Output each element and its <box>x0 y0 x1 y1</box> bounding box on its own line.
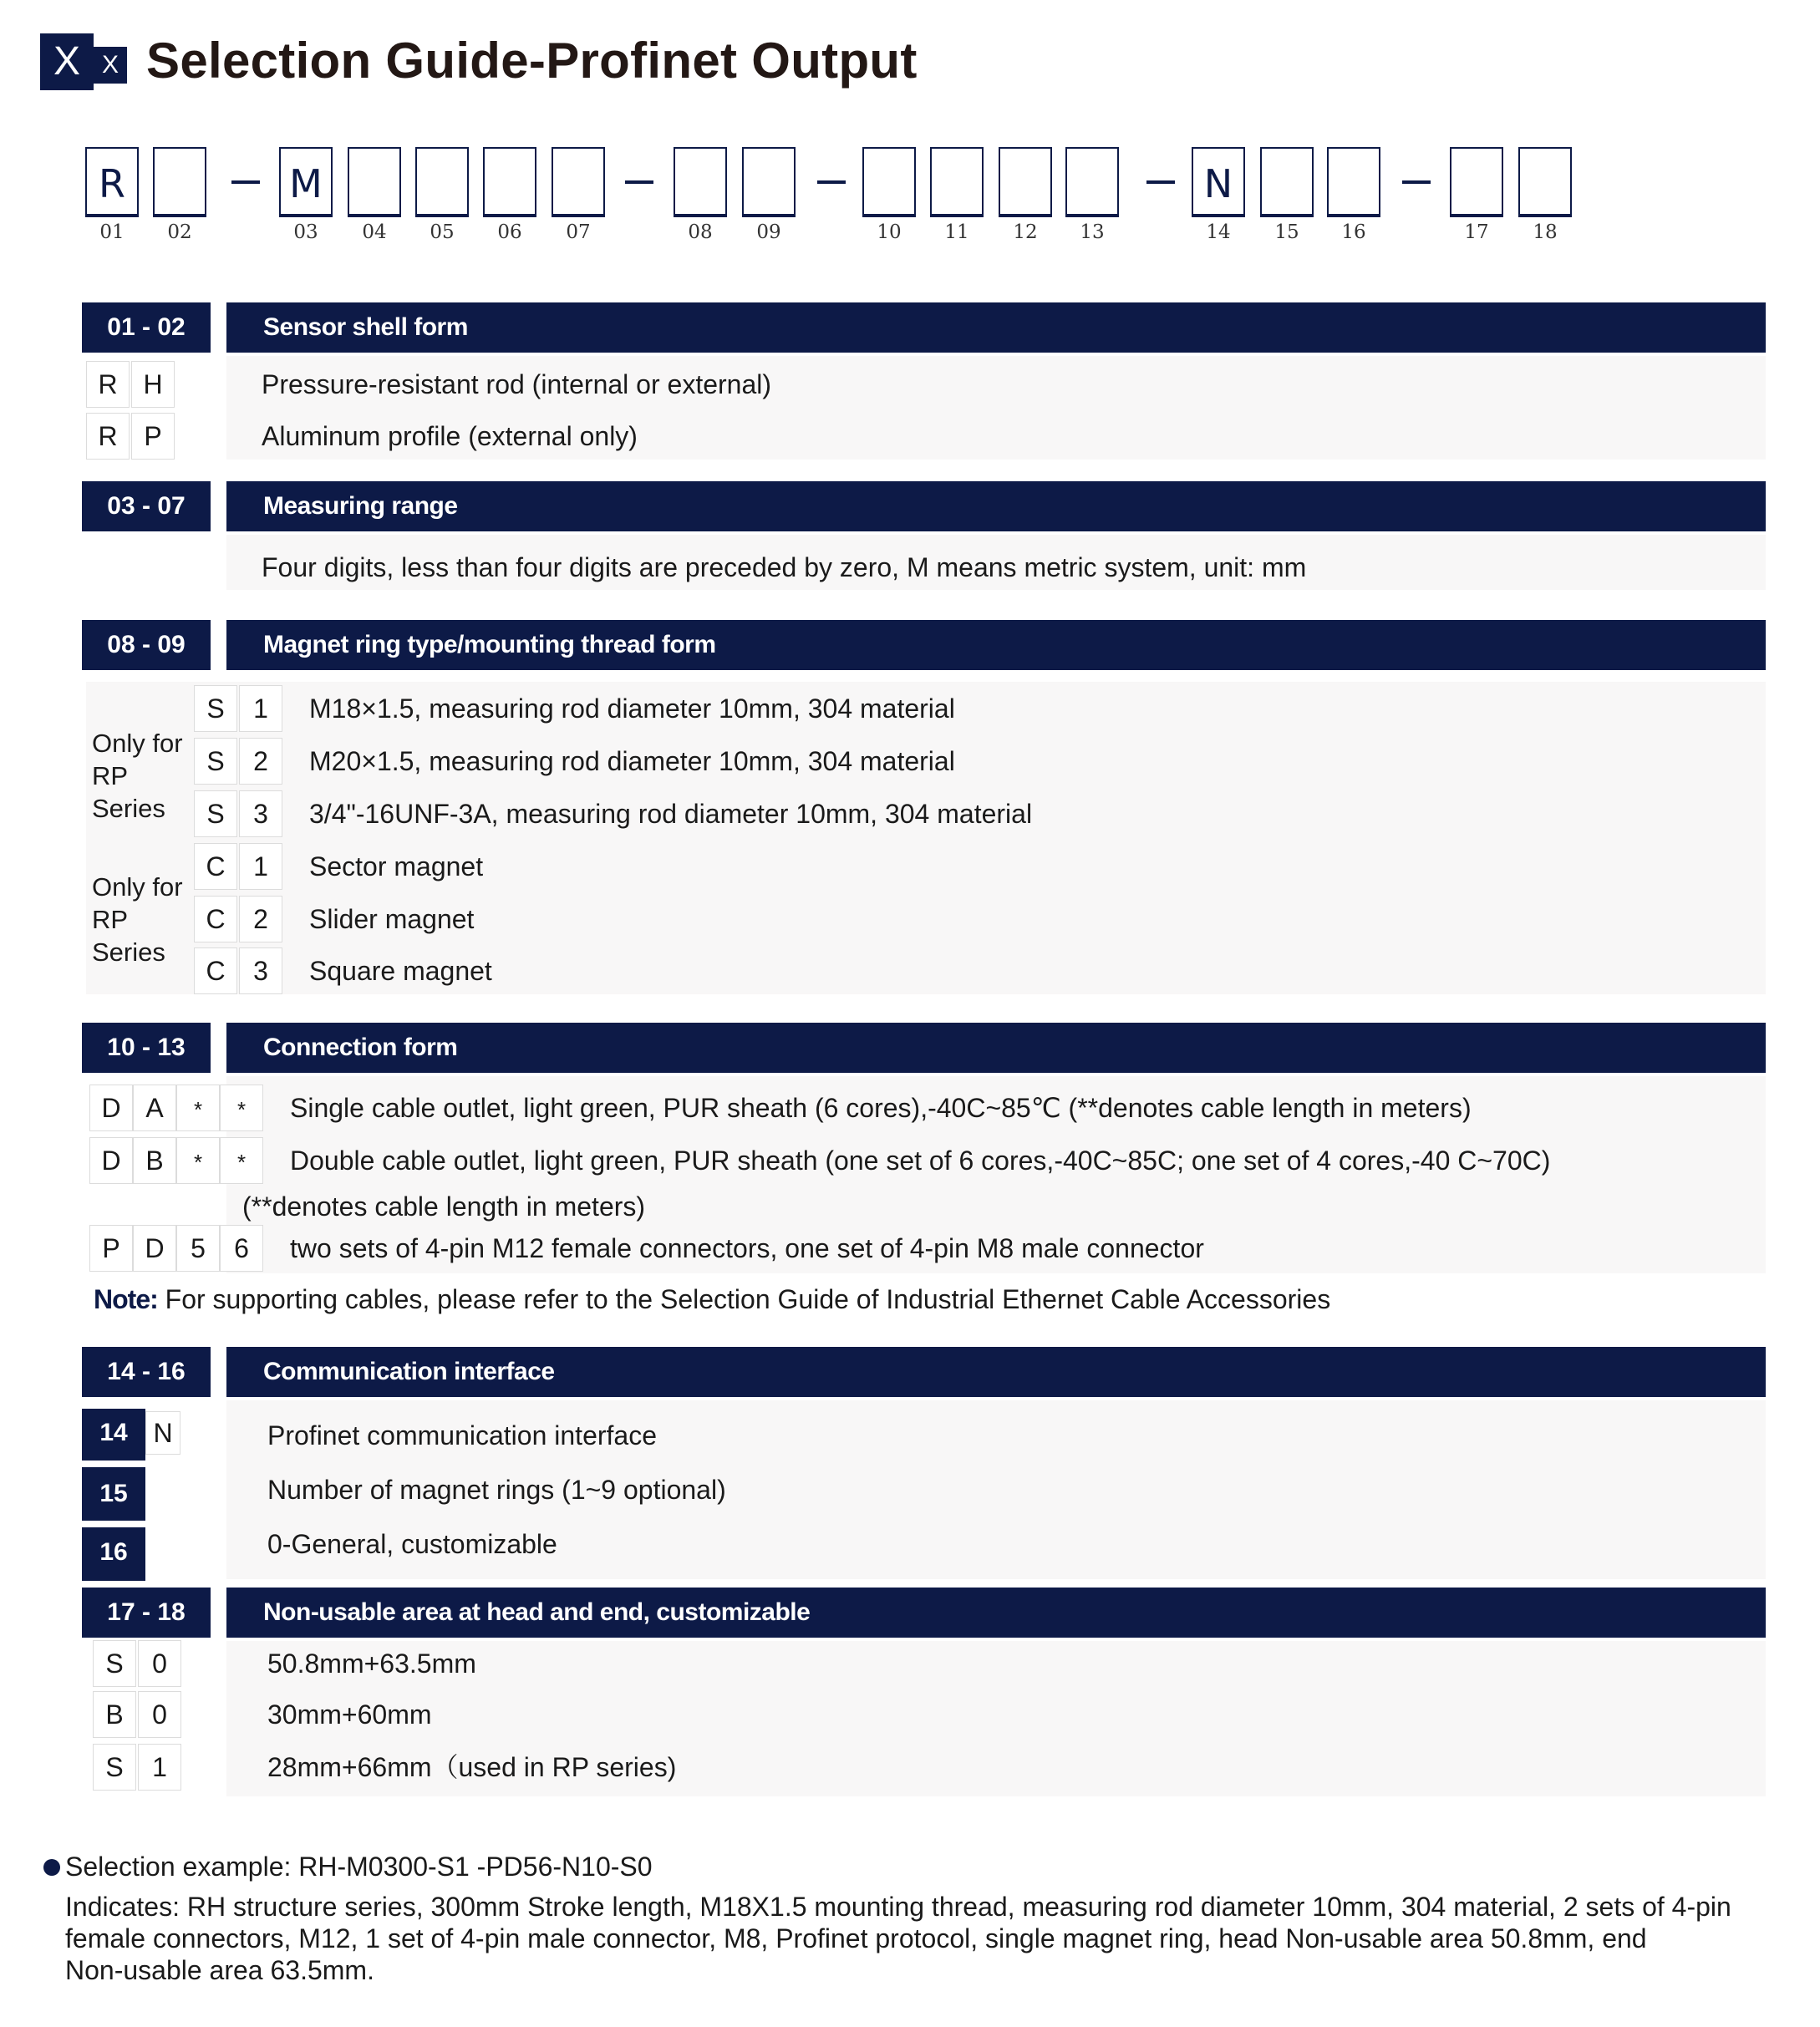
section-title-measuring-range: Measuring range <box>226 481 1766 531</box>
section-title-communication: Communication interface <box>226 1347 1766 1397</box>
code-box-03: M <box>279 147 333 217</box>
code-letter: 0 <box>138 1691 181 1738</box>
code-letter: 3 <box>239 947 282 994</box>
section-code-03-07: 03 - 07 <box>82 481 211 531</box>
code-box-15 <box>1260 147 1314 217</box>
code-box-number: 13 <box>1080 221 1105 243</box>
code-letter: C <box>194 843 237 890</box>
code-letter: A <box>133 1085 176 1131</box>
code-box-number: 14 <box>1206 221 1231 243</box>
example-description-line: female connectors, M12, 1 set of 4-pin male connector, M8, Profinet protocol, single magnet ring, head Non-usable area 50.8mm, end <box>65 1923 1647 1953</box>
code-box-12 <box>999 147 1052 217</box>
section-title-magnet-ring: Magnet ring type/mounting thread form <box>226 620 1766 670</box>
option-description: Four digits, less than four digits are preceded by zero, M means metric system, unit: mm <box>262 552 1307 582</box>
code-letter: C <box>194 896 237 942</box>
option-description: 28mm+66mm（used in RP series) <box>267 1752 677 1782</box>
code-letter: * <box>220 1137 263 1184</box>
code-box-number: 12 <box>1013 221 1038 243</box>
section-title-connection-form: Connection form <box>226 1023 1766 1073</box>
code-box-number: 08 <box>688 221 713 243</box>
code-letter: S <box>93 1744 136 1791</box>
code-box-09 <box>742 147 796 217</box>
code-box-number: 10 <box>877 221 902 243</box>
digit-position-15: 15 <box>82 1467 145 1521</box>
option-description: M18×1.5, measuring rod diameter 10mm, 304 material <box>309 693 955 724</box>
code-box-number: 18 <box>1533 221 1558 243</box>
code-box-number: 09 <box>756 221 781 243</box>
code-letter: P <box>89 1225 133 1272</box>
logo-mark: X <box>40 33 94 90</box>
code-box-04 <box>348 147 401 217</box>
option-description: 30mm+60mm <box>267 1699 432 1730</box>
code-box-14: N <box>1192 147 1245 217</box>
code-box-07 <box>552 147 605 217</box>
code-letter: N <box>145 1411 180 1455</box>
code-letter: R <box>86 361 130 408</box>
code-letter: C <box>194 947 237 994</box>
section-title-sensor-shell: Sensor shell form <box>226 302 1766 353</box>
digit-position-14: 14 <box>82 1409 145 1461</box>
code-box-number: 17 <box>1464 221 1489 243</box>
option-description-cont: (**denotes cable length in meters) <box>242 1191 646 1222</box>
code-letter: P <box>131 413 175 460</box>
section-code-14-16: 14 - 16 <box>82 1347 211 1397</box>
code-separator <box>231 180 260 184</box>
code-box-10 <box>862 147 916 217</box>
code-letter: 1 <box>239 843 282 890</box>
code-box-number: 05 <box>430 221 455 243</box>
digit-position-16: 16 <box>82 1527 145 1581</box>
option-description: Pressure-resistant rod (internal or external) <box>262 369 772 399</box>
section-code-01-02: 01 - 02 <box>82 302 211 353</box>
option-description: Square magnet <box>309 956 492 986</box>
code-box-18 <box>1518 147 1572 217</box>
code-box-11 <box>930 147 984 217</box>
page-title: Selection Guide-Profinet Output <box>146 33 918 89</box>
note-text: For supporting cables, please refer to the Selection Guide of Industrial Ethernet Cable Accessories <box>165 1284 1331 1314</box>
code-letter: S <box>194 790 237 837</box>
note <box>94 1283 1330 1316</box>
code-letter: B <box>133 1137 176 1184</box>
group-label-rp-series: Only for RP Series <box>92 872 183 967</box>
example-heading: Selection example: RH-M0300-S1 -PD56-N10-S0 <box>65 1852 653 1882</box>
option-description: 0-General, customizable <box>267 1529 557 1559</box>
option-description: Aluminum profile (external only) <box>262 421 638 451</box>
code-letter: H <box>131 361 175 408</box>
example-description-line: Indicates: RH structure series, 300mm Stroke length, M18X1.5 mounting thread, measuring rod diameter 10mm, 304 material, 2 sets of 4-pin <box>65 1892 1731 1922</box>
code-letter: D <box>133 1225 176 1272</box>
section-code-17-18: 17 - 18 <box>82 1588 211 1638</box>
code-letter: D <box>89 1137 133 1184</box>
option-description: 3/4"-16UNF-3A, measuring rod diameter 10mm, 304 material <box>309 799 1033 829</box>
code-box-number: 15 <box>1274 221 1299 243</box>
code-box-number: 03 <box>293 221 318 243</box>
code-letter: 3 <box>239 790 282 837</box>
code-letter: S <box>93 1640 136 1687</box>
option-description: two sets of 4-pin M12 female connectors, one set of 4-pin M8 male connector <box>290 1233 1204 1263</box>
code-separator <box>625 180 653 184</box>
code-box-08 <box>674 147 727 217</box>
code-letter: 6 <box>220 1225 263 1272</box>
code-letter: 1 <box>239 685 282 732</box>
code-letter: 1 <box>138 1744 181 1791</box>
code-box-01: R <box>85 147 139 217</box>
section-code-10-13: 10 - 13 <box>82 1023 211 1073</box>
group-label-rp-series: Only for RP Series <box>92 729 183 823</box>
code-separator <box>817 180 846 184</box>
code-box-number: 06 <box>497 221 522 243</box>
option-description: Number of magnet rings (1~9 optional) <box>267 1475 726 1505</box>
code-letter: 5 <box>176 1225 220 1272</box>
section-code-08-09: 08 - 09 <box>82 620 211 670</box>
note-label: Note: <box>94 1284 158 1314</box>
option-description: Single cable outlet, light green, PUR sheath (6 cores),-40C~85℃ (**denotes cable length in meters) <box>290 1093 1472 1123</box>
code-box-number: 16 <box>1341 221 1366 243</box>
code-box-17 <box>1450 147 1503 217</box>
code-box-number: 04 <box>362 221 387 243</box>
code-letter: 2 <box>239 738 282 785</box>
option-description: Profinet communication interface <box>267 1420 657 1450</box>
code-separator <box>1402 180 1431 184</box>
example-description-line: Non-usable area 63.5mm. <box>65 1955 374 1985</box>
code-box-number: 11 <box>944 221 969 243</box>
code-letter: S <box>194 685 237 732</box>
code-letter: * <box>220 1085 263 1131</box>
code-letter: * <box>176 1085 220 1131</box>
code-letter: * <box>176 1137 220 1184</box>
code-box-02 <box>153 147 206 217</box>
section-title-non-usable-area: Non-usable area at head and end, customizable <box>226 1588 1766 1638</box>
option-description: Sector magnet <box>309 851 484 881</box>
option-description: M20×1.5, measuring rod diameter 10mm, 304 material <box>309 746 955 776</box>
code-box-number: 01 <box>99 221 125 243</box>
section-panel <box>86 682 1766 994</box>
code-box-number: 02 <box>167 221 192 243</box>
code-separator <box>1146 180 1175 184</box>
code-box-16 <box>1327 147 1380 217</box>
option-description: 50.8mm+63.5mm <box>267 1649 476 1679</box>
code-letter: 2 <box>239 896 282 942</box>
code-letter: D <box>89 1085 133 1131</box>
code-box-05 <box>415 147 469 217</box>
bullet-icon <box>43 1859 60 1876</box>
code-letter: S <box>194 738 237 785</box>
option-description: Slider magnet <box>309 904 475 934</box>
code-letter: R <box>86 413 130 460</box>
code-box-number: 07 <box>566 221 591 243</box>
code-letter: 0 <box>138 1640 181 1687</box>
code-box-13 <box>1065 147 1119 217</box>
code-letter: B <box>93 1691 136 1738</box>
logo-mark-small: X <box>94 47 127 84</box>
option-description: Double cable outlet, light green, PUR sheath (one set of 6 cores,-40C~85C; one set of 4 cores,-40 C~70C) <box>290 1146 1551 1176</box>
code-box-06 <box>483 147 536 217</box>
